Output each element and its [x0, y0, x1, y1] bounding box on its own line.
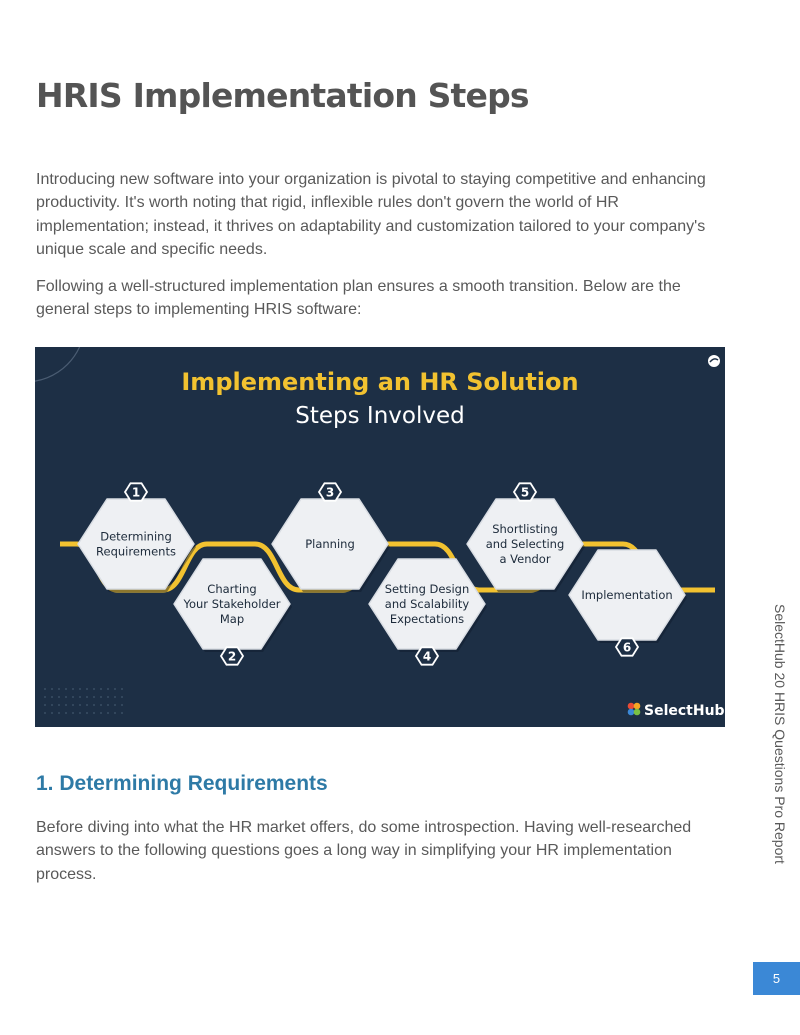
infographic-subtitle: Steps Involved	[295, 403, 465, 429]
step-label: Requirements	[96, 544, 176, 559]
page-number: 5	[753, 962, 800, 995]
step-label: Determining	[100, 529, 172, 544]
infographic-title: Implementing an HR Solution	[181, 368, 579, 396]
step-label: Implementation	[581, 588, 673, 602]
step-number: 4	[422, 649, 432, 664]
side-report-label: SelectHub 20 HRIS Questions Pro Report	[772, 604, 788, 864]
step-label: Expectations	[389, 612, 465, 626]
step-label: Shortlisting	[492, 522, 558, 536]
page-title: HRIS Implementation Steps	[36, 76, 529, 115]
step-label: Planning	[305, 537, 355, 551]
step-number: 5	[520, 485, 530, 500]
step-number-badge	[416, 647, 438, 664]
decorative-circle	[35, 347, 85, 382]
intro-paragraph-2: Following a well-structured implementation plan ensures a smooth transition. Below are the general steps to implementing HRIS software:	[36, 278, 681, 319]
section-heading: 1. Determining Requirements	[36, 772, 328, 795]
selecthub-logo-icon	[628, 703, 641, 716]
step-number-badge	[616, 638, 638, 655]
section-paragraph: Before diving into what the HR market offers, do some introspection. Having well-researched answers to the following questions goes a long way in simplifying your HR implementation process.	[36, 819, 692, 883]
selecthub-logo-text: SelectHub	[644, 703, 725, 719]
step-4	[369, 559, 487, 665]
step-label: a Vendor	[499, 552, 551, 566]
step-label: Map	[219, 612, 245, 626]
step-label: and Selecting	[485, 537, 565, 551]
step-2	[174, 559, 292, 665]
step-number-badge	[319, 483, 341, 500]
step-label: Setting Design	[384, 582, 470, 596]
step-label: Your Stakeholder	[183, 597, 281, 611]
step-5	[467, 483, 585, 592]
intro-paragraph-1: Introducing new software into your organization is pivotal to staying competitive and enhancing productivity. It's worth noting that rigid, inflexible rules don't govern the world of HR implementation; instead, it thrives on adaptability and customization tailored to your company's unique scale and specific needs.	[36, 171, 706, 259]
step-number: 6	[622, 640, 632, 655]
step-number: 2	[227, 649, 237, 664]
step-label: Charting	[207, 582, 257, 596]
step-number-badge	[514, 483, 536, 500]
step-number: 3	[325, 485, 335, 500]
step-label: and Scalability	[384, 597, 470, 611]
step-3	[272, 483, 390, 592]
brand-badge-icon	[708, 355, 720, 367]
infographic-canvas	[35, 347, 725, 727]
step-number: 1	[131, 485, 141, 500]
step-number-badge	[221, 647, 243, 664]
step-number-badge	[125, 483, 147, 500]
steps-layer	[78, 483, 687, 664]
implementation-steps-infographic	[35, 347, 725, 727]
step-6	[569, 550, 687, 656]
decorative-dot-grid	[44, 688, 123, 714]
